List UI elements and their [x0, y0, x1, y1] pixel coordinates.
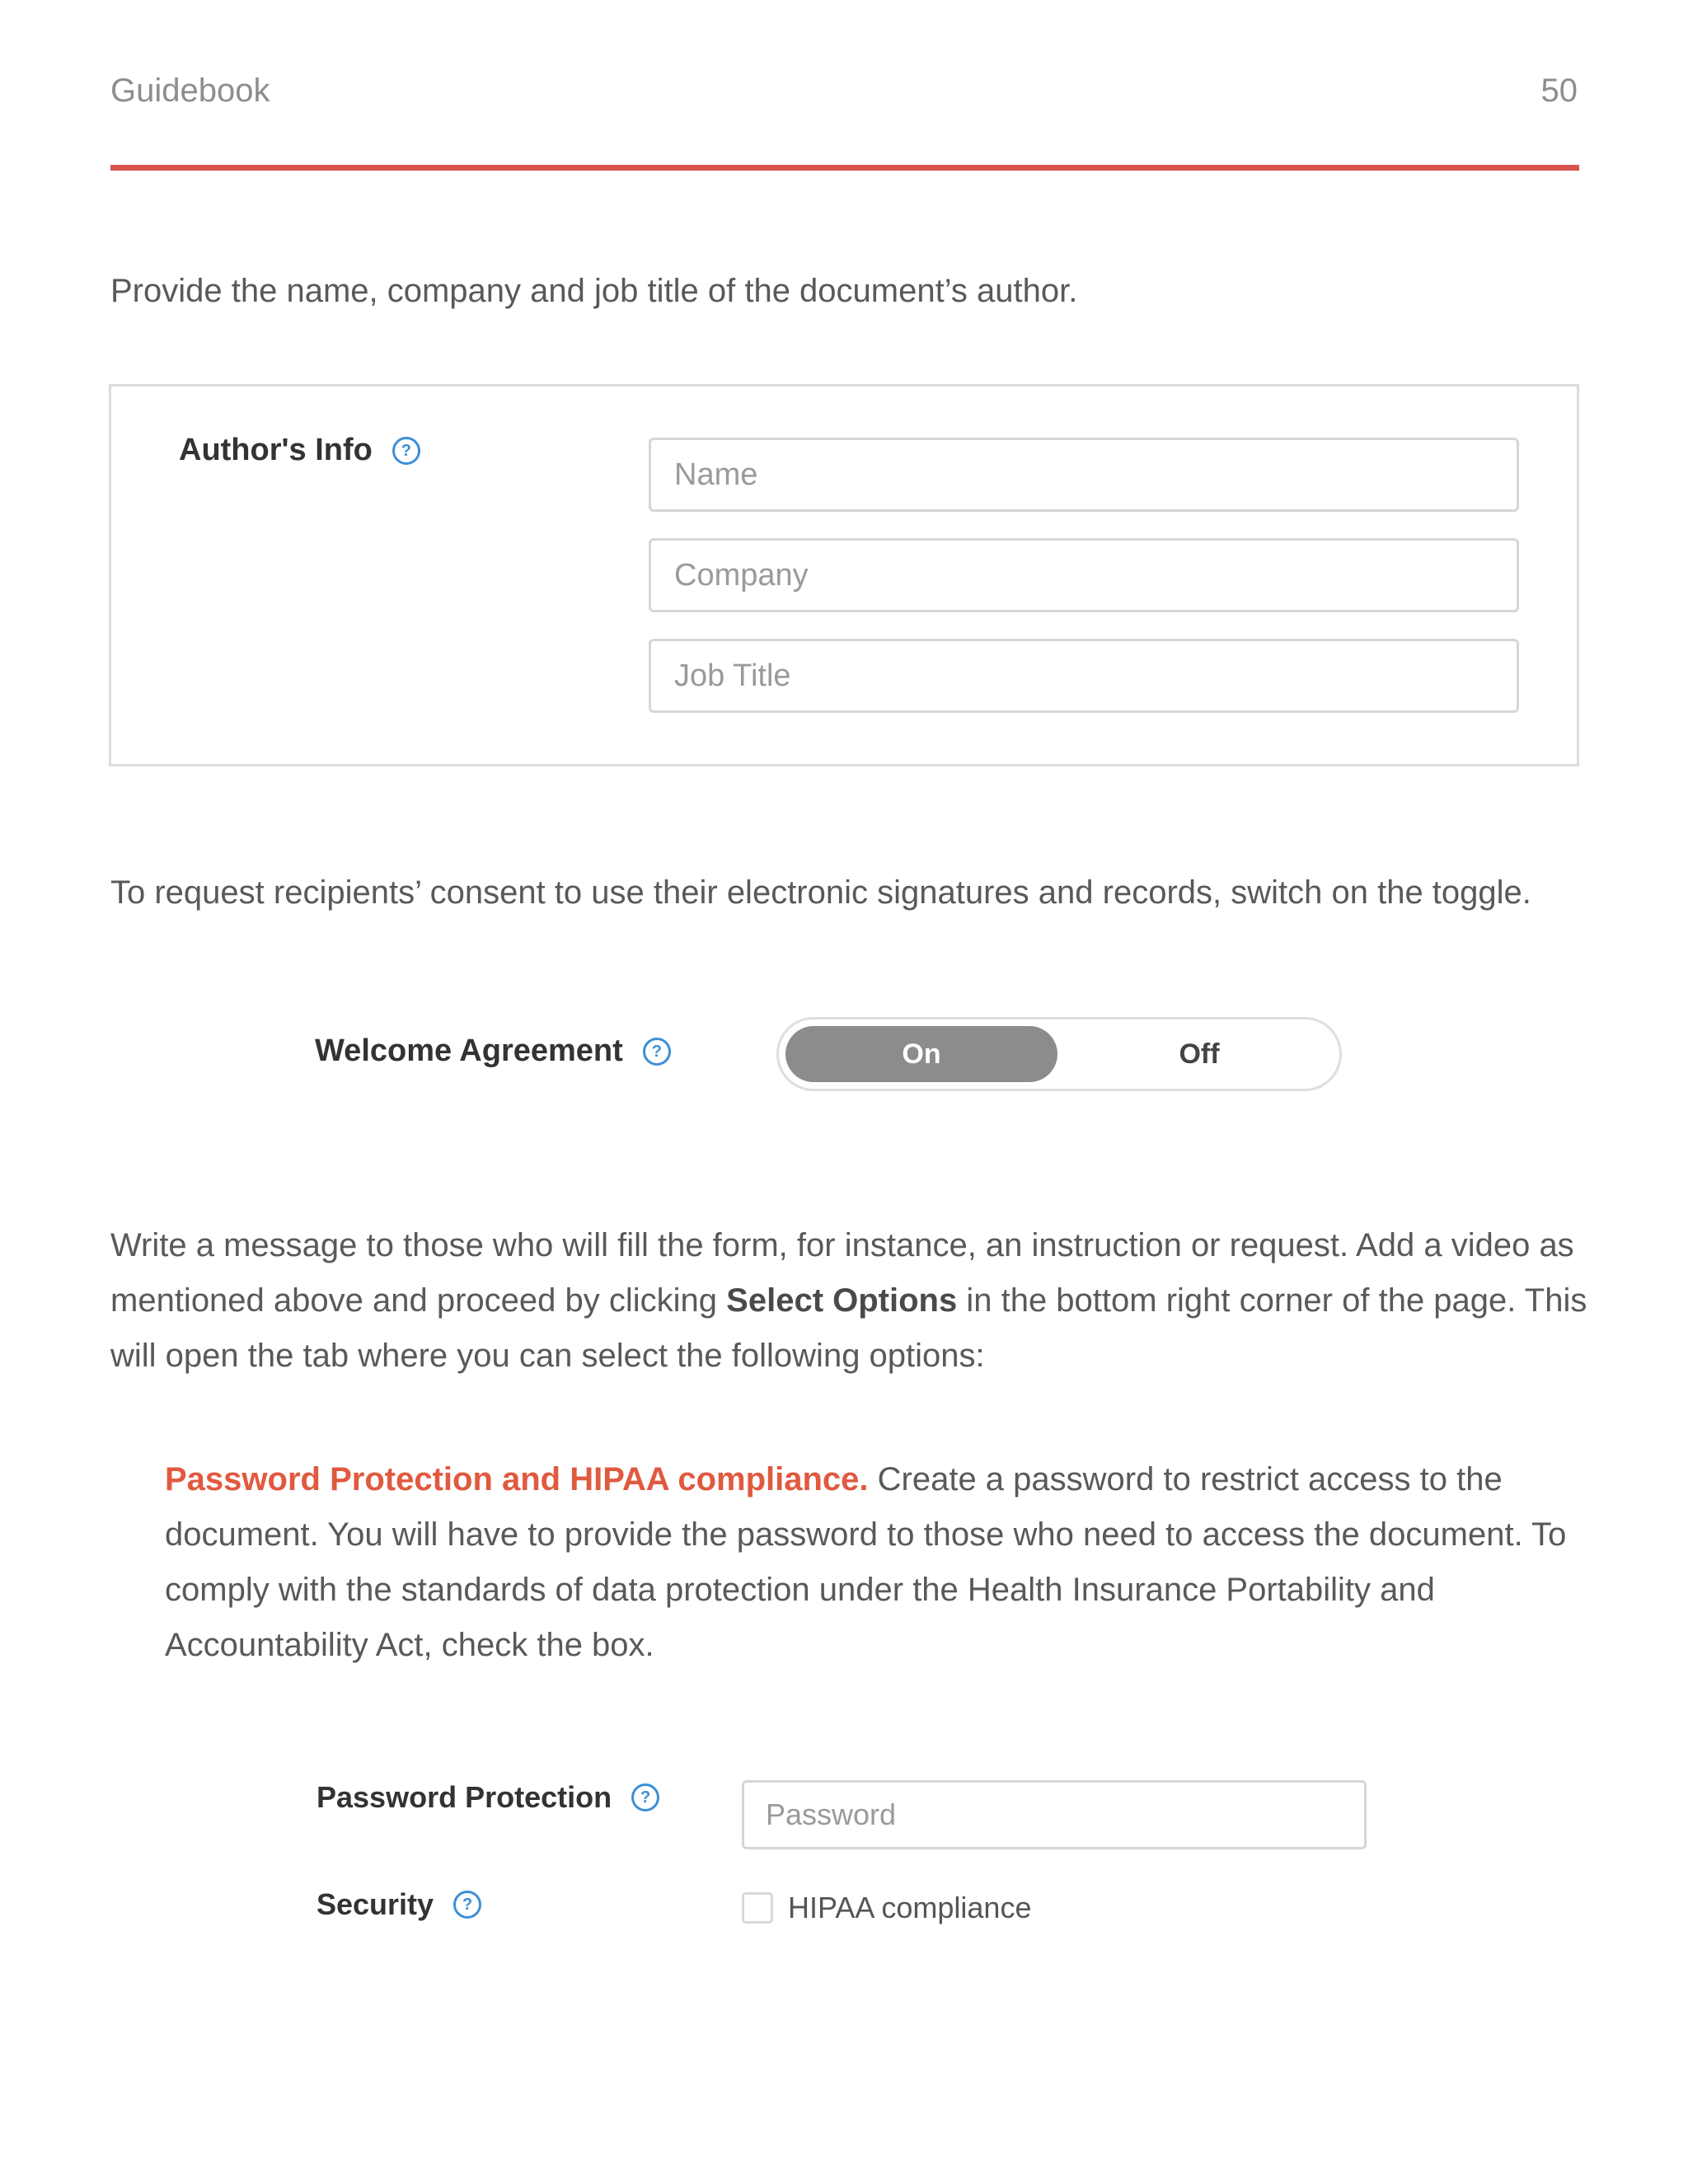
- message-text-part2: in the bottom right corner of the page. This will open the tab where you can select the following options:: [110, 1282, 1587, 1374]
- page-number: 50: [1540, 73, 1578, 109]
- toggle-on-option[interactable]: On: [785, 1026, 1057, 1082]
- welcome-agreement-label-text: Welcome Agreement: [315, 1033, 623, 1068]
- message-paragraph: [110, 1218, 1594, 1384]
- security-label-text: Security: [316, 1887, 434, 1921]
- help-icon[interactable]: ?: [453, 1891, 481, 1919]
- author-company-input[interactable]: [649, 538, 1519, 612]
- help-icon[interactable]: ?: [631, 1783, 659, 1811]
- author-info-label-text: Author's Info: [179, 433, 373, 467]
- author-name-input[interactable]: [649, 438, 1519, 512]
- document-title: Guidebook: [110, 73, 270, 109]
- welcome-agreement-toggle[interactable]: [776, 1017, 1342, 1091]
- password-input[interactable]: [742, 1780, 1367, 1849]
- help-icon[interactable]: ?: [643, 1038, 671, 1066]
- password-section-body: Create a password to restrict access to the document. You will have to provide the password to those who need to access the document. To comply with the standards of data protection under the Health Insurance Portability and Accountability Act, check the box.: [165, 1461, 1567, 1663]
- consent-paragraph: To request recipients’ consent to use their electronic signatures and records, switch on the toggle.: [110, 874, 1531, 911]
- security-label: [316, 1887, 481, 1922]
- header-divider: [110, 165, 1579, 171]
- welcome-agreement-label: [315, 1033, 671, 1069]
- author-info-panel: [109, 384, 1579, 766]
- password-protection-label: [316, 1780, 659, 1815]
- hipaa-compliance-label[interactable]: HIPAA compliance: [788, 1891, 1032, 1924]
- toggle-off-option[interactable]: Off: [1179, 1038, 1220, 1070]
- password-section-paragraph: [165, 1452, 1582, 1673]
- author-info-label: [179, 433, 420, 468]
- password-protection-label-text: Password Protection: [316, 1780, 612, 1814]
- help-icon[interactable]: ?: [392, 437, 420, 465]
- hipaa-compliance-checkbox[interactable]: [742, 1892, 773, 1924]
- message-text-part1: Write a message to those who will fill the form, for instance, an instruction or request. Add a video as mentioned above and proceed by clicking: [110, 1227, 1574, 1319]
- password-section-heading: Password Protection and HIPAA compliance.: [165, 1461, 869, 1497]
- author-job-title-input[interactable]: [649, 639, 1519, 713]
- select-options-emphasis: Select Options: [726, 1282, 958, 1319]
- intro-paragraph: Provide the name, company and job title of the document’s author.: [110, 273, 1078, 309]
